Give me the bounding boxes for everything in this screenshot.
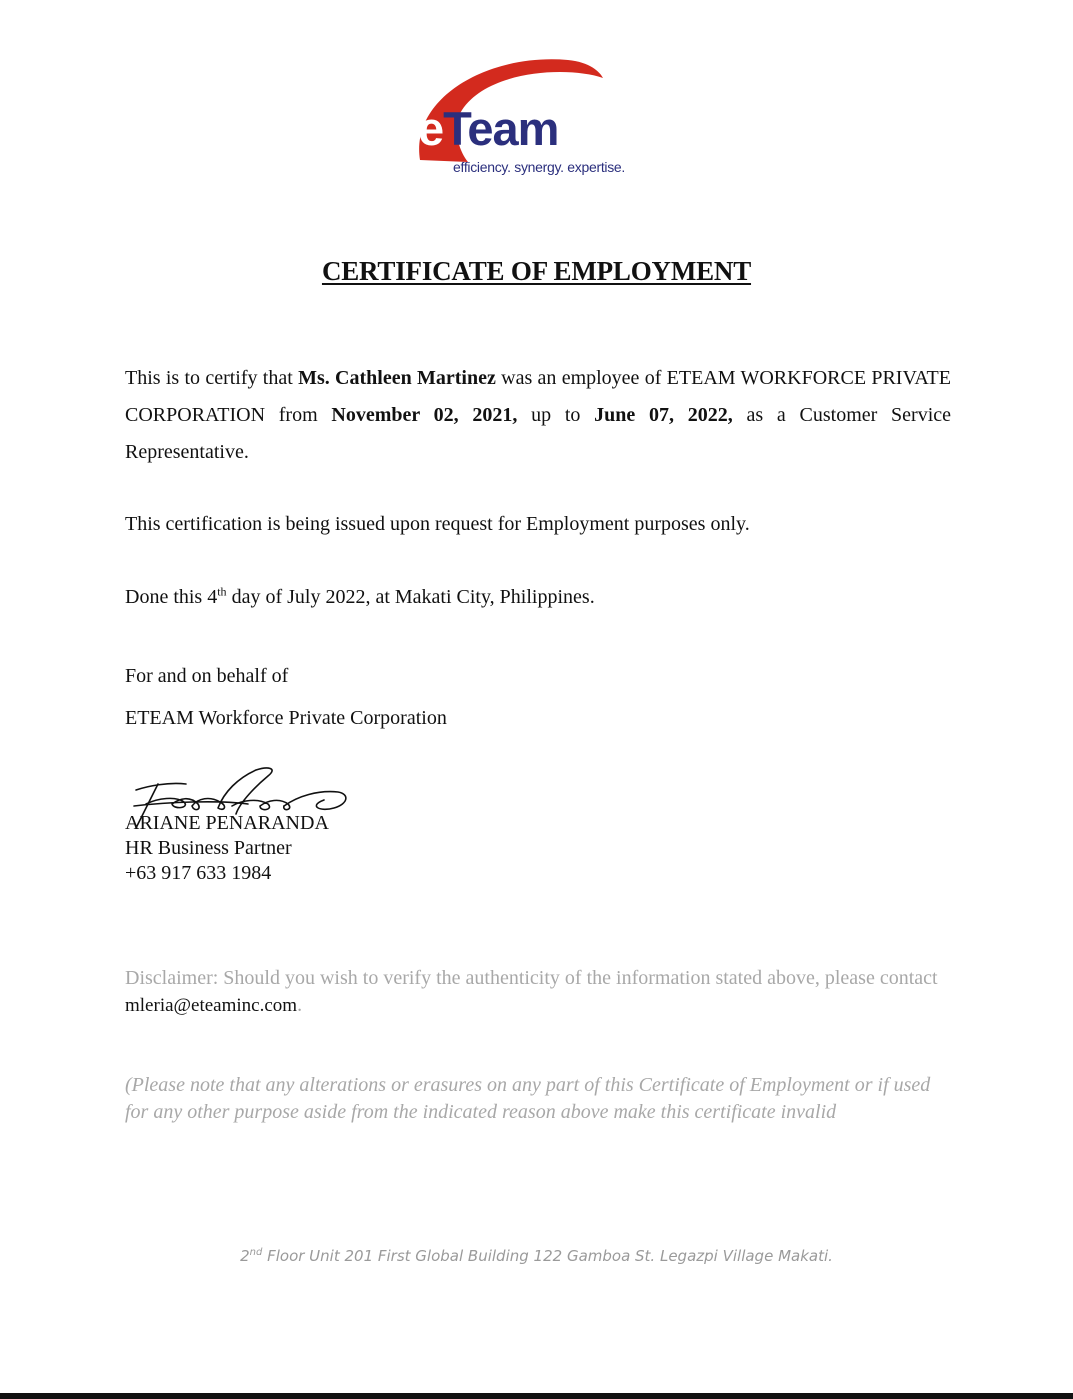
disclaimer-end: . bbox=[297, 994, 303, 1016]
signatory-role: HR Business Partner bbox=[125, 837, 292, 859]
signatory-phone: +63 917 633 1984 bbox=[125, 862, 272, 884]
disclaimer-text: Disclaimer: Should you wish to verify the authenticity of the information stated above, please contact bbox=[125, 967, 938, 989]
logo-wordmark bbox=[418, 102, 559, 155]
disclaimer bbox=[125, 965, 955, 1019]
para1-text-4: as a Customer Service Representative. bbox=[125, 404, 952, 463]
company-logo bbox=[418, 58, 663, 182]
employee-name: Ms. Cathleen Martinez bbox=[298, 367, 496, 389]
purpose-paragraph: This certification is being issued upon request for Employment purposes only. bbox=[125, 513, 750, 535]
para1-text-3: up to bbox=[517, 404, 595, 426]
logo-word-team: Team bbox=[443, 102, 559, 155]
logo-letter-e: e bbox=[418, 102, 444, 155]
footer-address: Floor Unit 201 First Global Building 122 Gamboa St. Legazpi Village Makati. bbox=[262, 1247, 833, 1265]
logo-tagline: efficiency. synergy. expertise. bbox=[453, 159, 626, 175]
certification-paragraph bbox=[125, 360, 951, 471]
end-date: June 07, 2022, bbox=[594, 404, 733, 426]
footer-floor-number: 2 bbox=[240, 1247, 250, 1265]
signatory-name: ARIANE PENARANDA bbox=[125, 812, 329, 834]
address-footer bbox=[0, 1247, 1073, 1265]
para3-text-2: day of July 2022, at Makati City, Philippines. bbox=[226, 586, 595, 608]
para1-text-2: was an employee of ETEAM WORKFORCE PRIVATE CORPORATION from bbox=[125, 367, 951, 426]
bottom-border bbox=[0, 1393, 1073, 1399]
document-title: CERTIFICATE OF EMPLOYMENT bbox=[321, 256, 752, 286]
footer-ordinal: nd bbox=[249, 1247, 263, 1258]
issue-date-paragraph bbox=[125, 579, 951, 616]
para1-text-1: This is to certify that bbox=[125, 367, 299, 389]
contact-email: mleria@eteaminc.com bbox=[125, 995, 298, 1016]
validity-note: (Please note that any alterations or erasures on any part of this Certificate of Employment or if used for any other purpose aside from the indicated reason above make this certificate invalid bbox=[125, 1074, 931, 1123]
company-name: ETEAM Workforce Private Corporation bbox=[125, 707, 447, 729]
para3-text-1: Done this 4 bbox=[125, 586, 218, 608]
on-behalf-line: For and on behalf of bbox=[125, 665, 289, 687]
start-date: November 02, 2021, bbox=[331, 404, 518, 426]
day-ordinal: th bbox=[217, 584, 227, 599]
